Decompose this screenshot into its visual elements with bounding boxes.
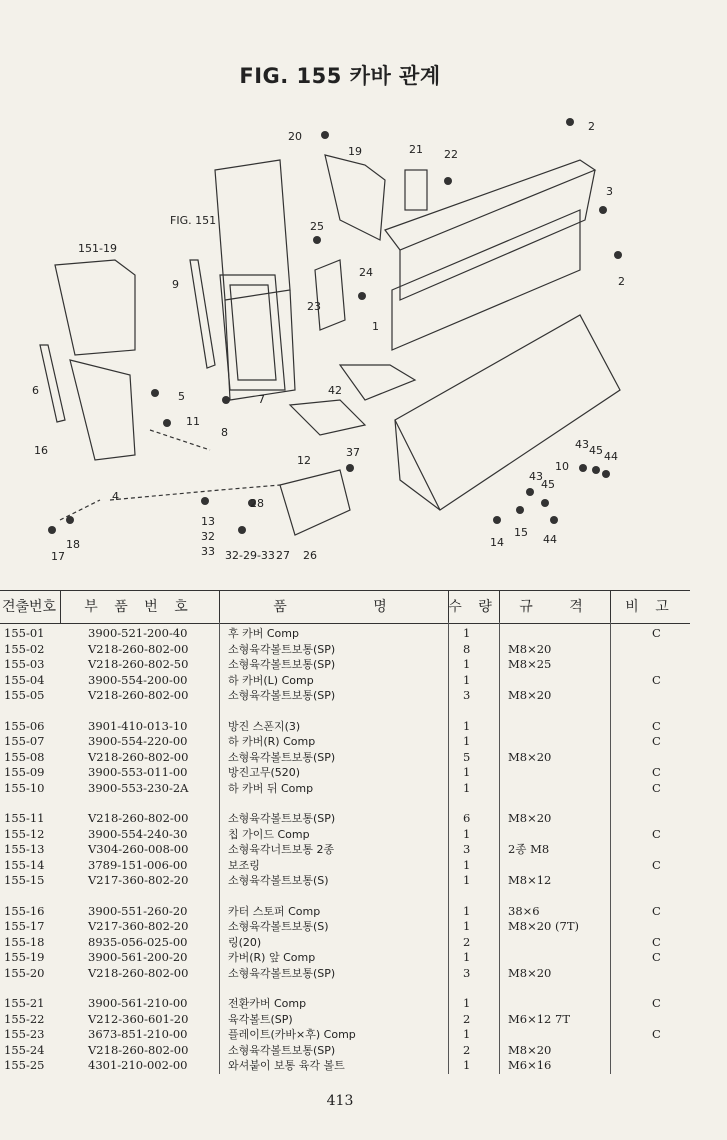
cell-qty: 1: [463, 718, 471, 733]
callout-label: 4: [112, 490, 119, 503]
cell-note: C: [652, 718, 661, 733]
cell-part: 8935-056-025-00: [88, 934, 188, 949]
table-row: [0, 935, 690, 950]
callout-label: 37: [346, 446, 360, 459]
callout-label: 1: [372, 320, 379, 333]
cell-note: C: [652, 734, 661, 748]
cell-part: V218-260-802-00: [88, 1042, 189, 1057]
col-header-part: 부 품 번 호: [84, 599, 194, 615]
callout-label: 32: [201, 530, 215, 543]
cell-spec: M8×20: [508, 641, 552, 656]
diagram-drawing: [20, 100, 710, 570]
cell-name: 칩 가이드 Comp: [228, 827, 310, 841]
cell-ref: 155-03: [4, 657, 45, 671]
table-row: [0, 657, 690, 672]
table-row: [0, 950, 690, 965]
cell-qty: 1: [463, 765, 471, 779]
cell-name: 보조링: [228, 858, 260, 872]
cell-qty: 1: [463, 672, 471, 687]
cell-note: C: [652, 934, 661, 949]
callout-label: 10: [555, 460, 569, 473]
cell-part: 3900-561-210-00: [88, 996, 188, 1010]
cell-ref: 155-17: [4, 919, 45, 933]
cell-part: 3900-554-240-30: [88, 826, 188, 841]
cell-name: 링(20): [228, 935, 262, 949]
callout-label: 18: [66, 538, 80, 551]
cell-name: 후 카버 Comp: [228, 627, 299, 640]
cell-name: 카터 스토퍼 Comp: [228, 904, 321, 918]
seal-9: [190, 260, 215, 368]
col-header-ref: 견출번호: [1, 599, 57, 615]
cell-spec: M8×20: [508, 811, 552, 825]
cell-qty: 1: [463, 780, 471, 795]
cell-spec: M6×12 7T: [508, 1011, 571, 1026]
table-row: [0, 1043, 690, 1058]
callout-label: 27: [276, 549, 290, 562]
table-row: [0, 642, 690, 657]
cell-part: 3900-521-200-40: [88, 626, 188, 640]
cell-qty: 1: [463, 826, 471, 841]
table-row: [0, 673, 690, 688]
cell-spec: 2종 M8: [508, 842, 550, 856]
table-row: [0, 996, 690, 1011]
exploded-parts-diagram: [20, 100, 710, 570]
col-header-qty: 수 량: [448, 599, 498, 615]
cell-name: 하 카버 뒤 Comp: [228, 781, 314, 795]
cell-spec: M8×20: [508, 749, 552, 764]
cell-name: 소형육각볼트보통(SP): [228, 966, 336, 980]
cell-qty: 3: [463, 688, 471, 702]
table-row: [0, 781, 690, 796]
callout-label: 5: [178, 390, 185, 403]
plate-21: [405, 170, 427, 210]
cell-part: 3900-551-260-20: [88, 903, 188, 918]
table-row: [0, 719, 690, 734]
table-row: [0, 919, 690, 934]
cell-spec: M6×16: [508, 1058, 552, 1072]
cell-part: 3789-151-006-00: [88, 857, 188, 872]
cell-qty: 1: [463, 857, 471, 872]
cell-ref: 155-14: [4, 857, 45, 872]
cell-part: V218-260-802-00: [88, 749, 189, 764]
cell-ref: 155-12: [4, 826, 45, 841]
cell-ref: 155-18: [4, 934, 45, 949]
cell-name: 카버(R) 앞 Comp: [228, 951, 316, 964]
callout-label: 25: [310, 220, 324, 233]
cell-ref: 155-10: [4, 780, 45, 795]
cell-name: 플레이트(카바×후) Comp: [228, 1028, 356, 1041]
cell-name: 전환카버 Comp: [228, 997, 307, 1010]
callout-label: FIG. 151: [170, 214, 217, 227]
cell-ref: 155-21: [4, 996, 45, 1010]
cell-ref: 155-20: [4, 965, 45, 980]
cell-part: 3673-851-210-00: [88, 1027, 188, 1041]
cell-spec: 38×6: [508, 903, 540, 918]
bracket-19: [325, 155, 385, 240]
cell-qty: 2: [463, 1042, 471, 1057]
cell-part: 3900-554-200-00: [88, 672, 188, 687]
cell-ref: 155-23: [4, 1027, 45, 1041]
cell-part: 3901-410-013-10: [88, 718, 188, 733]
cell-name: 소형육각볼트보통(SP): [228, 1043, 336, 1057]
callout-label: 8: [221, 426, 228, 439]
cell-name: 소형육각볼트보통(SP): [228, 750, 336, 764]
seal-6: [40, 345, 65, 422]
cell-part: V217-360-802-20: [88, 919, 189, 933]
panel-151-19: [55, 260, 135, 355]
figure-title: FIG. 155 카바 관계: [239, 64, 441, 88]
cell-spec: M8×20: [508, 688, 552, 702]
table-row: [0, 626, 690, 641]
cell-qty: 3: [463, 965, 471, 980]
cell-qty: 1: [463, 1058, 471, 1072]
col-header-spec: 규 격: [519, 599, 589, 615]
callout-label: 45: [541, 478, 555, 491]
cell-part: V218-260-802-00: [88, 641, 189, 656]
cell-part: V217-360-802-20: [88, 873, 189, 887]
col-header-name: 품 명: [273, 599, 393, 615]
cell-ref: 155-13: [4, 842, 45, 856]
cell-note: C: [652, 950, 661, 964]
wedge-42a: [340, 365, 415, 400]
callout-label: 11: [186, 415, 200, 428]
callout-label: 3: [606, 185, 613, 198]
cell-ref: 155-06: [4, 718, 45, 733]
cell-part: V304-260-008-00: [88, 842, 189, 856]
callout-label: 17: [51, 550, 65, 563]
cell-ref: 155-09: [4, 765, 45, 779]
callout-label: 16: [34, 444, 48, 457]
cell-spec: M8×20: [508, 965, 552, 980]
page-number: 413: [326, 1093, 354, 1109]
table-row: [0, 827, 690, 842]
cell-qty: 8: [463, 641, 471, 656]
table-row: [0, 904, 690, 919]
cell-name: 육각볼트(SP): [228, 1012, 293, 1026]
table-row: [0, 966, 690, 981]
callout-label: 44: [604, 450, 618, 463]
cell-name: 소형육각볼트보통(SP): [228, 658, 336, 671]
cell-ref: 155-24: [4, 1042, 45, 1057]
cell-ref: 155-15: [4, 873, 45, 887]
plate-23: [315, 260, 345, 330]
cell-ref: 155-01: [4, 626, 45, 640]
cell-name: 와셔붙이 보통 육각 볼트: [228, 1059, 345, 1072]
cell-note: C: [652, 626, 661, 640]
table-row: [0, 1058, 690, 1073]
table-row: [0, 750, 690, 765]
cell-name: 소형육각너트보통 2종: [228, 843, 335, 856]
callout-label: 6: [32, 384, 39, 397]
cell-name: 소형육각볼트보통(SP): [228, 812, 336, 825]
cell-ref: 155-16: [4, 903, 45, 918]
cell-qty: 5: [463, 749, 471, 764]
cell-name: 소형육각볼트보통(SP): [228, 689, 336, 702]
table-row: [0, 734, 690, 749]
callout-label: 33: [201, 545, 215, 558]
callout-label: 14: [490, 536, 504, 549]
callout-label: 44: [543, 533, 557, 546]
cell-note: C: [652, 765, 661, 779]
callout-label: 13: [201, 515, 215, 528]
cell-qty: 1: [463, 626, 471, 640]
chip-guide-12: [280, 470, 350, 535]
cell-qty: 6: [463, 811, 471, 825]
cell-ref: 155-22: [4, 1011, 45, 1026]
lower-cover-10: [395, 315, 620, 510]
table-row: [0, 873, 690, 888]
cell-spec: M8×20: [508, 1042, 552, 1057]
table-row: [0, 811, 690, 826]
callout-label: 23: [307, 300, 321, 313]
col-header-note: 비 고: [625, 599, 675, 615]
cell-ref: 155-04: [4, 672, 45, 687]
cell-name: 소형육각볼트보통(SP): [228, 642, 336, 656]
callout-label: 12: [297, 454, 311, 467]
cell-note: C: [652, 857, 661, 872]
callout-label: 24: [359, 266, 373, 279]
cell-qty: 1: [463, 903, 471, 918]
cell-qty: 1: [463, 996, 471, 1010]
callout-label: 15: [514, 526, 528, 539]
cell-note: C: [652, 672, 661, 687]
lower-cover-4: [70, 360, 135, 460]
cell-part: 4301-210-002-00: [88, 1058, 188, 1072]
callout-label: 9: [172, 278, 179, 291]
rear-cover-part: [392, 210, 580, 350]
cell-ref: 155-19: [4, 950, 45, 964]
cell-spec: M8×12: [508, 873, 552, 887]
cell-ref: 155-11: [4, 811, 45, 825]
table-row: [0, 765, 690, 780]
cell-ref: 155-08: [4, 749, 45, 764]
cell-note: C: [652, 996, 661, 1010]
callout-label: 22: [444, 148, 458, 161]
cell-part: 3900-553-230-2A: [88, 780, 189, 795]
cell-name: 소형육각볼트보통(S): [228, 874, 329, 887]
cell-spec: M8×20 (7T): [508, 919, 579, 933]
callout-label: 42: [328, 384, 342, 397]
cell-part: V218-260-802-00: [88, 965, 189, 980]
cell-part: 3900-554-220-00: [88, 734, 188, 748]
cell-part: 3900-553-011-00: [88, 765, 188, 779]
callout-label: 2: [618, 275, 625, 288]
callout-label: 151-19: [78, 242, 117, 255]
callout-label: 26: [303, 549, 317, 562]
callout-label: 43: [529, 470, 543, 483]
cell-note: C: [652, 826, 661, 841]
callout-label: 32-29-33: [225, 549, 275, 562]
cell-part: V218-260-802-50: [88, 657, 189, 671]
cell-ref: 155-25: [4, 1058, 45, 1072]
cell-part: V218-260-802-00: [88, 688, 189, 702]
cell-spec: M8×25: [508, 657, 552, 671]
cell-ref: 155-05: [4, 688, 45, 702]
cell-name: 하 카버(R) Comp: [228, 735, 316, 748]
table-row: [0, 842, 690, 857]
callout-label: 21: [409, 143, 423, 156]
cell-qty: 1: [463, 919, 471, 933]
cell-qty: 1: [463, 873, 471, 887]
cell-qty: 2: [463, 934, 471, 949]
cell-note: C: [652, 1027, 661, 1041]
cell-part: 3900-561-200-20: [88, 950, 188, 964]
callout-label: 43: [575, 438, 589, 451]
cell-note: C: [652, 780, 661, 795]
top-cover-part: [385, 160, 595, 250]
cell-ref: 155-02: [4, 641, 45, 656]
table-header: [0, 590, 690, 624]
table-row: [0, 858, 690, 873]
cell-name: 방진 스폰지(3): [228, 719, 301, 733]
cell-qty: 2: [463, 1011, 471, 1026]
cell-qty: 1: [463, 950, 471, 964]
cell-part: V212-360-601-20: [88, 1011, 189, 1026]
cell-qty: 3: [463, 842, 471, 856]
table-row: [0, 1012, 690, 1027]
callout-label: 28: [250, 497, 264, 510]
cell-note: C: [652, 903, 661, 918]
cell-qty: 1: [463, 734, 471, 748]
cell-part: V218-260-802-00: [88, 811, 189, 825]
cell-name: 방진고무(520): [228, 766, 301, 779]
cell-qty: 1: [463, 1027, 471, 1041]
table-row: [0, 1027, 690, 1042]
cell-ref: 155-07: [4, 734, 45, 748]
wedge-42b: [290, 400, 365, 435]
table-row: [0, 688, 690, 703]
callout-label: 7: [258, 393, 265, 406]
frame-panel: [215, 160, 290, 300]
cell-qty: 1: [463, 657, 471, 671]
cell-name: 하 카버(L) Comp: [228, 673, 314, 687]
callout-label: 45: [589, 444, 603, 457]
cell-name: 소형육각볼트보통(S): [228, 920, 329, 933]
callout-label: 19: [348, 145, 362, 158]
callout-label: 20: [288, 130, 302, 143]
callout-label: 2: [588, 120, 595, 133]
